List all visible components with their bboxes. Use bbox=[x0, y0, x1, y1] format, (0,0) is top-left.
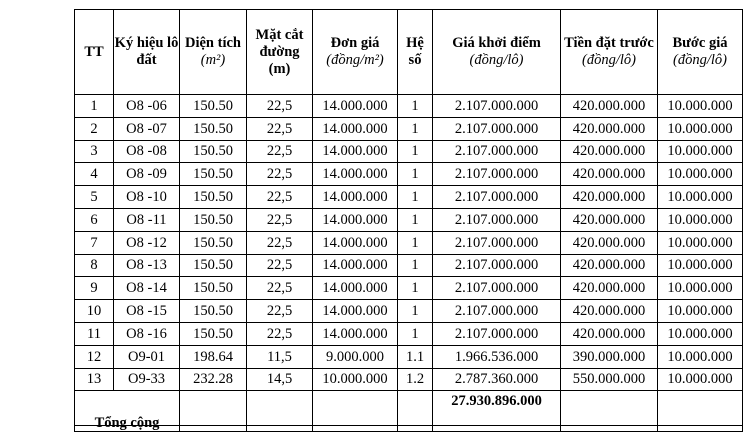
cell-area: 150.50 bbox=[180, 117, 247, 140]
cell-area: 198.64 bbox=[180, 345, 247, 368]
cell-unit-price: 14.000.000 bbox=[313, 231, 398, 254]
cell-tt: 10 bbox=[75, 300, 114, 323]
cell-start-price: 2.107.000.000 bbox=[433, 322, 561, 345]
header-start-price: Giá khởi điểm (đồng/lô) bbox=[433, 10, 561, 95]
cell-tt: 12 bbox=[75, 345, 114, 368]
header-lot: Ký hiệu lô đất bbox=[114, 10, 180, 95]
table-row bbox=[75, 95, 743, 118]
table-row bbox=[75, 117, 743, 140]
cell-lot: O9-33 bbox=[114, 368, 180, 391]
cell-deposit: 420.000.000 bbox=[561, 163, 658, 186]
cell-lot: O9-01 bbox=[114, 345, 180, 368]
cell-unit-price: 14.000.000 bbox=[313, 186, 398, 209]
cell-unit-price: 14.000.000 bbox=[313, 140, 398, 163]
cell-unit-price: 14.000.000 bbox=[313, 95, 398, 118]
cell-unit-price: 14.000.000 bbox=[313, 254, 398, 277]
cell-step: 10.000.000 bbox=[658, 95, 743, 118]
table-body bbox=[75, 95, 743, 391]
cell-tt: 8 bbox=[75, 254, 114, 277]
cell-area: 150.50 bbox=[180, 231, 247, 254]
cell-unit-price: 14.000.000 bbox=[313, 322, 398, 345]
header-deposit-unit: (đồng/lô) bbox=[582, 52, 636, 68]
cell-lot: O8 -10 bbox=[114, 186, 180, 209]
header-unit-price-unit: (đồng/m²) bbox=[326, 52, 384, 68]
cell-coef: 1 bbox=[398, 117, 433, 140]
cell-tt: 6 bbox=[75, 208, 114, 231]
cell-tt: 4 bbox=[75, 163, 114, 186]
cell-coef: 1 bbox=[398, 254, 433, 277]
cell-area: 150.50 bbox=[180, 300, 247, 323]
cell-start-price: 1.966.536.000 bbox=[433, 345, 561, 368]
cell-road: 22,5 bbox=[247, 322, 313, 345]
cell-start-price: 2.107.000.000 bbox=[433, 208, 561, 231]
cell-step: 10.000.000 bbox=[658, 208, 743, 231]
cell-tt: 1 bbox=[75, 95, 114, 118]
cell-deposit: 420.000.000 bbox=[561, 140, 658, 163]
cell-deposit: 420.000.000 bbox=[561, 95, 658, 118]
cell-deposit: 390.000.000 bbox=[561, 345, 658, 368]
cell-tt: 3 bbox=[75, 140, 114, 163]
cell-deposit: 420.000.000 bbox=[561, 277, 658, 300]
header-road: Mặt cắt đường (m) bbox=[247, 10, 313, 95]
cell-step: 10.000.000 bbox=[658, 254, 743, 277]
header-deposit: Tiền đặt trước (đồng/lô) bbox=[561, 10, 658, 95]
cell-step: 10.000.000 bbox=[658, 277, 743, 300]
cell-coef: 1 bbox=[398, 140, 433, 163]
cell-coef: 1 bbox=[398, 322, 433, 345]
cell-unit-price: 10.000.000 bbox=[313, 368, 398, 391]
cell-coef: 1 bbox=[398, 208, 433, 231]
cell-start-price: 2.107.000.000 bbox=[433, 300, 561, 323]
cell-unit-price: 14.000.000 bbox=[313, 300, 398, 323]
total-start-price: 27.930.896.000 bbox=[433, 391, 561, 432]
cell-road: 22,5 bbox=[247, 186, 313, 209]
cell-tt: 13 bbox=[75, 368, 114, 391]
cell-road: 11,5 bbox=[247, 345, 313, 368]
header-coef: Hệ số bbox=[398, 10, 433, 95]
total-label: Tổng cộng bbox=[75, 391, 180, 432]
cell-road: 22,5 bbox=[247, 95, 313, 118]
cell-road: 22,5 bbox=[247, 208, 313, 231]
cell-deposit: 420.000.000 bbox=[561, 186, 658, 209]
cell-road: 22,5 bbox=[247, 163, 313, 186]
cell-coef: 1 bbox=[398, 95, 433, 118]
cell-start-price: 2.107.000.000 bbox=[433, 277, 561, 300]
cell-coef: 1 bbox=[398, 300, 433, 323]
cell-step: 10.000.000 bbox=[658, 140, 743, 163]
cell-deposit: 420.000.000 bbox=[561, 322, 658, 345]
cell-start-price: 2.107.000.000 bbox=[433, 231, 561, 254]
cell-road: 22,5 bbox=[247, 300, 313, 323]
table-row bbox=[75, 140, 743, 163]
cell-deposit: 420.000.000 bbox=[561, 300, 658, 323]
cell-area: 150.50 bbox=[180, 95, 247, 118]
cell-coef: 1.1 bbox=[398, 345, 433, 368]
cell-lot: O8 -13 bbox=[114, 254, 180, 277]
cell-step: 10.000.000 bbox=[658, 322, 743, 345]
cell-lot: O8 -09 bbox=[114, 163, 180, 186]
cell-unit-price: 14.000.000 bbox=[313, 163, 398, 186]
cell-coef: 1 bbox=[398, 163, 433, 186]
cell-tt: 9 bbox=[75, 277, 114, 300]
table-header-row bbox=[75, 10, 743, 95]
table-row bbox=[75, 254, 743, 277]
cell-lot: O8 -14 bbox=[114, 277, 180, 300]
cell-area: 150.50 bbox=[180, 277, 247, 300]
table-row bbox=[75, 208, 743, 231]
cell-unit-price: 14.000.000 bbox=[313, 277, 398, 300]
table-row bbox=[75, 277, 743, 300]
cell-road: 22,5 bbox=[247, 140, 313, 163]
header-start-price-unit: (đồng/lô) bbox=[469, 52, 524, 68]
header-tt: TT bbox=[75, 10, 114, 95]
cell-tt: 2 bbox=[75, 117, 114, 140]
cell-lot: O8 -12 bbox=[114, 231, 180, 254]
cell-coef: 1.2 bbox=[398, 368, 433, 391]
cell-start-price: 2.107.000.000 bbox=[433, 95, 561, 118]
cell-start-price: 2.107.000.000 bbox=[433, 117, 561, 140]
cell-deposit: 420.000.000 bbox=[561, 117, 658, 140]
cell-area: 150.50 bbox=[180, 322, 247, 345]
cell-deposit: 420.000.000 bbox=[561, 254, 658, 277]
cell-area: 232.28 bbox=[180, 368, 247, 391]
table-row bbox=[75, 368, 743, 391]
cell-lot: O8 -06 bbox=[114, 95, 180, 118]
cell-step: 10.000.000 bbox=[658, 231, 743, 254]
cell-start-price: 2.107.000.000 bbox=[433, 254, 561, 277]
cell-lot: O8 -07 bbox=[114, 117, 180, 140]
cell-road: 14,5 bbox=[247, 368, 313, 391]
cell-area: 150.50 bbox=[180, 140, 247, 163]
cell-unit-price: 14.000.000 bbox=[313, 117, 398, 140]
cell-step: 10.000.000 bbox=[658, 368, 743, 391]
header-step-unit: (đồng/lô) bbox=[673, 52, 727, 68]
cell-road: 22,5 bbox=[247, 231, 313, 254]
cell-unit-price: 14.000.000 bbox=[313, 208, 398, 231]
cell-road: 22,5 bbox=[247, 117, 313, 140]
land-price-table bbox=[74, 9, 743, 432]
table-row bbox=[75, 300, 743, 323]
cell-tt: 7 bbox=[75, 231, 114, 254]
cell-coef: 1 bbox=[398, 231, 433, 254]
table-row bbox=[75, 345, 743, 368]
cell-tt: 11 bbox=[75, 322, 114, 345]
cell-area: 150.50 bbox=[180, 254, 247, 277]
cell-coef: 1 bbox=[398, 277, 433, 300]
cell-lot: O8 -11 bbox=[114, 208, 180, 231]
cell-step: 10.000.000 bbox=[658, 117, 743, 140]
table-row bbox=[75, 186, 743, 209]
cell-area: 150.50 bbox=[180, 163, 247, 186]
cell-road: 22,5 bbox=[247, 254, 313, 277]
cell-unit-price: 9.000.000 bbox=[313, 345, 398, 368]
table-row bbox=[75, 231, 743, 254]
header-unit-price: Đơn giá (đồng/m²) bbox=[313, 10, 398, 95]
cell-step: 10.000.000 bbox=[658, 300, 743, 323]
cell-area: 150.50 bbox=[180, 186, 247, 209]
cell-road: 22,5 bbox=[247, 277, 313, 300]
cell-start-price: 2.107.000.000 bbox=[433, 163, 561, 186]
cell-deposit: 420.000.000 bbox=[561, 231, 658, 254]
header-area-unit: (m²) bbox=[200, 52, 226, 68]
cell-area: 150.50 bbox=[180, 208, 247, 231]
cell-step: 10.000.000 bbox=[658, 163, 743, 186]
cell-start-price: 2.107.000.000 bbox=[433, 140, 561, 163]
cell-step: 10.000.000 bbox=[658, 186, 743, 209]
table-row bbox=[75, 322, 743, 345]
header-area: Diện tích (m²) bbox=[180, 10, 247, 95]
next-section-edge bbox=[74, 425, 742, 434]
cell-start-price: 2.787.360.000 bbox=[433, 368, 561, 391]
cell-lot: O8 -08 bbox=[114, 140, 180, 163]
cell-step: 10.000.000 bbox=[658, 345, 743, 368]
cell-coef: 1 bbox=[398, 186, 433, 209]
cell-tt: 5 bbox=[75, 186, 114, 209]
header-step: Bước giá (đồng/lô) bbox=[658, 10, 743, 95]
cell-lot: O8 -15 bbox=[114, 300, 180, 323]
cell-lot: O8 -16 bbox=[114, 322, 180, 345]
cell-start-price: 2.107.000.000 bbox=[433, 186, 561, 209]
cell-deposit: 420.000.000 bbox=[561, 208, 658, 231]
cell-deposit: 550.000.000 bbox=[561, 368, 658, 391]
table-row bbox=[75, 163, 743, 186]
